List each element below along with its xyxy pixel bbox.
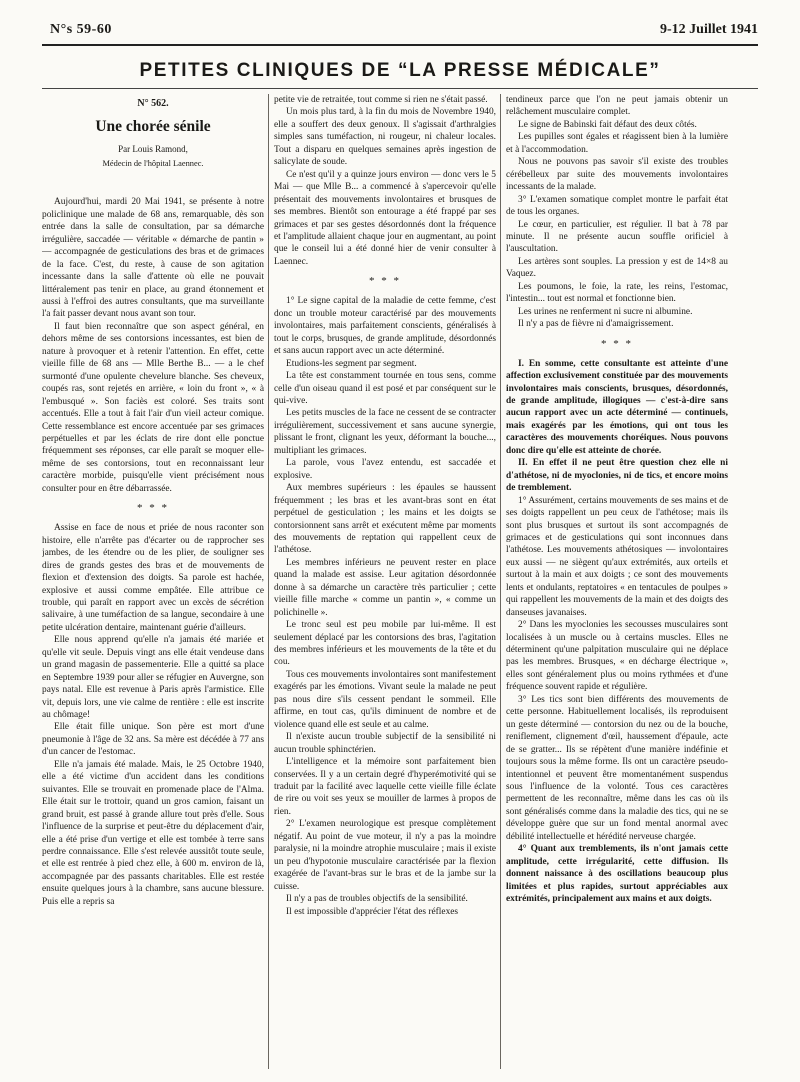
paragraph: Les urines ne renferment ni sucre ni albumine. bbox=[518, 306, 693, 317]
paragraph: Tous ces mouvements involontaires sont manifestement exagérés par les émotions. Vivant seule la malade ne peut pas nous dire s'ils cessent pendant le sommeil. Elle affirme, en tout cas, qu'ils diminuent de nombre et de violence quand elle est seule et au calme. bbox=[274, 669, 496, 730]
paragraph: Les petits muscles de la face ne cessent de se contracter irrégulièrement, successivement et sans aucune synergie, plissant le front, clignant les yeux, déformant la bouche..., multipliant les grimaces. bbox=[274, 408, 496, 456]
paragraph: Le signe de Babinski fait défaut des deux côtés. bbox=[518, 119, 697, 130]
article-title: Une chorée sénile bbox=[95, 118, 211, 136]
paragraph: Le tronc seul est peu mobile par lui-même. Il est seulement déplacé par les contorsions des bras, l'agitation des membres inférieurs et les mouvements de la tête et du cou. bbox=[274, 620, 496, 668]
text-column-3 bbox=[506, 94, 728, 1069]
issue-date: 9-12 Juillet 1941 bbox=[660, 22, 758, 37]
paragraph: Le cœur, en particulier, est régulier. Il bat à 78 par minute. Il ne présente aucun souffle orificiel à l'auscultation. bbox=[506, 219, 728, 255]
paragraph: La tête est constamment tournée en tous sens, comme celle d'un oiseau quand il est posé et par conséquent sur le qui-vive. bbox=[274, 371, 496, 406]
paragraph: Les poumons, le foie, la rate, les reins, l'estomac, l'intestin... tout est normal et fonctionne bien. bbox=[506, 281, 728, 305]
paragraph: La parole, vous l'avez entendu, est saccadée et explosive. bbox=[274, 458, 496, 481]
paragraph: Assise en face de nous et priée de nous raconter son histoire, elle n'arrête pas d'écarter ou de rapprocher ses jambes, de les étendre ou de les plier, de souligner ses dires de grands gestes des bras et de mouvements de flexion et d'extension des doigts. Sa parole est hachée, explosive et aussi comme empâtée. Elle attribue ce trouble, qui paraît en rapport avec un excès de sécrétion salivaire, à une tuméfaction de sa langue, secondaire à une petite ulcération dentaire, maintenant guérie d'ailleurs. bbox=[42, 523, 264, 633]
paragraph: Les membres inférieurs ne peuvent rester en place quand la malade est assise. Leur agitation désordonnée donne à sa démarche un caractère très particulier ; cette vieille fille marche « comme un pantin », « comme un polichinelle ». bbox=[274, 557, 496, 618]
paragraph: petite vie de retraitée, tout comme si rien ne s'était passé. bbox=[274, 95, 488, 105]
paragraph: Les pupilles sont égales et réagissent bien à la lumière et à l'accommodation. bbox=[506, 132, 728, 155]
section-separator: * * * bbox=[601, 337, 633, 350]
article-number: N° 562. bbox=[137, 98, 169, 109]
paragraph: Il n'y a pas de fièvre ni d'amaigrissement. bbox=[518, 319, 674, 330]
paragraph: 2° Dans les myoclonies les secousses musculaires sont localisées à un muscle ou à certains muscles. Elles ne déterminent qu'une palpitation musculaire qui ne déplace pas les membres. Brusques, « en décharge électrique », elles sont généralement plus ou moins rythmées et d'une fréquence souvent rapide et régulière. bbox=[506, 620, 728, 693]
page-header bbox=[42, 22, 758, 42]
text-column-1 bbox=[42, 94, 264, 1069]
paragraph: Elle nous apprend qu'elle n'a jamais été mariée et qu'elle vit seule. Depuis vingt ans elle était vendeuse dans un grand magasin de passementerie. Elle a quitté sa place en Septembre 1939 pour aller se réfugier en Auvergne, son pays natal. Elle est revenue à Paris après l'armistice. Elle vit, depuis lors, une vie calme de rentière : elle est inscrite au chômage! bbox=[42, 635, 264, 721]
paragraph: 3° Les tics sont bien différents des mouvements de cette personne. Habituellement localisés, ils reproduisent un geste déterminé — contorsion du nez ou de la bouche, reniflement, clignement d'œil, haussement d'épaule, acte de se gratter... Ils se répètent d'une manière indéfinie et toujours sous la même forme. Ils ont un caractère pseudo-intentionnel et peuvent être momentanément suspendus sous l'influence de la volonté. Tous ces caractères permettent de les reconnaître, même dans les cas où ils sont généralisés comme dans la maladie des tics, qui ne se développe guère que sur un fond mental anormal avec débilité intellectuelle et hérédité nerveuse chargée. bbox=[506, 694, 728, 842]
article-author: Par Louis Ramond, bbox=[118, 144, 188, 155]
paragraph: tendineux parce que l'on ne peut jamais obtenir un relâchement musculaire complet. bbox=[506, 95, 728, 118]
paragraph: Aux membres supérieurs : les épaules se haussent fréquemment ; les bras et les avant-bras sont en état perpétuel de gesticulation ; les mains et les doigts se contorsionnent sans arrêt et exécutent même par moments des mouvements de reptation qui rappellent ceux de l'athétose. bbox=[274, 483, 496, 556]
paragraph: 3° L'examen somatique complet montre le parfait état de tous les organes. bbox=[506, 194, 728, 218]
paragraph: 4° Quant aux tremblements, ils n'ont jamais cette amplitude, cette irrégularité, cette diffusion. Ils donnent naissance à des oscillations beaucoup plus limitées et plus rapides, surtout appréciables aux extrémités, principalement aux mains et aux doigts. bbox=[506, 844, 728, 905]
paragraph: Etudions-les segment par segment. bbox=[286, 358, 417, 369]
paragraph: Elle n'a jamais été malade. Mais, le 25 Octobre 1940, elle a été victime d'un accident dans les conditions suivantes. Elle se trouvait en promenade place de l'Alma. Elle était sur le trottoir, quand un gros camion, faisant un grand bruit, est passé à grande allure tout près d'elle. Sous l'influence de la surprise et peut-être du déplacement d'air, elle a été prise d'un vertige et elle est tombée à terre sans perdre connaissance. Elle s'est relevée aussitôt toute seule, et elle est rentrée à pied chez elle, à 600 m. environ de là, accompagnée par des passants charitables. Elle est restée ensuite quelques jours à la chambre, sans aucune blessure. Puis elle a repris sa bbox=[42, 759, 264, 907]
paragraph: Elle était fille unique. Son père est mort d'une pneumonie à l'âge de 32 ans. Sa mère est décédée à 77 ans d'un cancer de l'estomac. bbox=[42, 722, 264, 758]
column-divider bbox=[268, 94, 269, 1069]
issue-number: N°s 59-60 bbox=[50, 22, 112, 37]
section-separator: * * * bbox=[137, 502, 169, 515]
journal-title: PETITES CLINIQUES DE “LA PRESSE MÉDICALE” bbox=[139, 60, 661, 81]
paragraph: Il n'existe aucun trouble subjectif de la sensibilité ni aucun trouble sphinctérien. bbox=[274, 732, 496, 755]
paragraph: Un mois plus tard, à la fin du mois de Novembre 1940, elle a souffert des deux genoux. Il s'agissait d'arthralgies simples sans tuméfaction, ni rougeur, ni chaleur locales. Tout a disparu en quelques semaines après ingestion de salicylate de soude. bbox=[274, 107, 496, 168]
column-divider bbox=[500, 94, 501, 1069]
paragraph: I. En somme, cette consultante est atteinte d'une affection exclusivement constituée par des mouvements involontaires mais conscients, brusques, désordonnés, de grande amplitude, illogiques — c'est-à-dire sans aucun rapport avec un acte déterminé — continuels, mais exagérés par les émotions, qui ont tous les caractères des mouvements choréiques. Nous pouvons donc dire qu'elle est atteinte de chorée. bbox=[506, 358, 728, 456]
title-rule bbox=[42, 88, 758, 89]
paragraph: 1° Assurément, certains mouvements de ses mains et de ses doigts rappellent un peu ceux de l'athétose; mais ils sont plus brusques et surtout ils sont accompagnés de grimaces et de gesticulations qui sont inconnues dans l'athétose. Les mouvements athétosiques — involontaires eux aussi — ne siègent qu'aux extrémités, aux orteils et surtout à la main et aux doigts ; ce sont des mouvements lents et ondulants, reptatoires « en tentacules de poulpes » qui rappellent les mouvements de la main et des doigts des danseuses javanaises. bbox=[506, 495, 728, 618]
paragraph: 2° L'examen neurologique est presque complètement négatif. Au point de vue moteur, il n'y a pas la moindre paralysie, ni la moindre atrophie musculaire ; mais il existe un peu d'hypotonie musculaire caractérisée par la flexion exagérée de l'avant-bras sur le bras et de la jambe sur la cuisse. bbox=[274, 819, 496, 892]
paragraph: Il faut bien reconnaître que son aspect général, en dehors même de ses contorsions incessantes, est bien de nature à provoquer et à retenir l'attention. En effet, cette vieille fille de 68 ans — Mlle Berthe B... — a le chef surmonté d'une opulente chevelure blanche. Ses cheveux, coupés ras, sont rejetés en arrière, « loin du front », « à l'embusqué ». Son faciès est coloré. Ses traits sont accentués. Elle a tout à fait l'air d'un vieil acteur comique. Cette ressemblance est encore accentuée par ses grimaces perpétuelles et par les éclats de rire dont elle ponctue fréquemment ses réponses, car elle paraît se moquer elle-même de ses contorsions, tout en reconnaissant leur caractère morbide, puisqu'elle vient précisément nous consulter pour en être débarrassée. bbox=[42, 321, 264, 494]
author-affiliation: Médecin de l'hôpital Laennec. bbox=[102, 158, 204, 168]
paragraph: Il n'y a pas de troubles objectifs de la sensibilité. bbox=[286, 894, 468, 905]
paragraph: Les artères sont souples. La pression y est de 14×8 au Vaquez. bbox=[506, 256, 728, 280]
paragraph: 1° Le signe capital de la maladie de cette femme, c'est donc un trouble moteur caractérisé par des mouvements involontaires, mais parfaitement conscients, généralisés à tout le corps, brusques, de grande amplitude, désordonnés et sans aucun rapport avec un acte déterminé. bbox=[274, 296, 496, 357]
header-rule bbox=[42, 44, 758, 46]
paragraph: L'intelligence et la mémoire sont parfaitement bien conservées. Il y a un certain degré d'hyperémotivité qui se traduit par la facilité avec laquelle cette vieille fille éclate de rire ou voit ses yeux se mouiller de larmes à propos de rien. bbox=[274, 757, 496, 817]
paragraph: II. En effet il ne peut être question chez elle ni d'athétose, ni de myoclonies, ni de tics, et encore moins de tremblement. bbox=[506, 458, 728, 494]
text-column-2 bbox=[274, 94, 496, 1069]
paragraph: Nous ne pouvons pas savoir s'il existe des troubles cérébelleux par suite des mouvements involontaires incessants de la malade. bbox=[506, 157, 728, 193]
paragraph: Aujourd'hui, mardi 20 Mai 1941, se présente à notre policlinique une malade de 68 ans, remarquable, dès son entrée dans la salle de consultation, par sa démarche irrégulière, saccadée — véritable « démarche de pantin » — accompagnée de gesticulations des bras et de grimaces de la face. C'est, du reste, à cause de son agitation incessante dans la salle d'attente où elle ne pouvait littéralement pas tenir en place, au grand étonnement et aussi à l'effroi des autres consultants, que ma surveillante l'a fait passer devant nous avant son tour. bbox=[42, 197, 264, 320]
paragraph: Ce n'est qu'il y a quinze jours environ — donc vers le 5 Mai — que Mlle B... a commencé à s'apercevoir qu'elle présentait des mouvements involontaires et brusques de ses membres. Bientôt son entourage a été frappé par ses grimaces et par ses gestes désordonnés dont la fréquence et l'amplitude allaient chaque jour en augmentant, au point que le conseil lui a été donné hier de venir consulter à Laennec. bbox=[274, 169, 496, 267]
paragraph: Il est impossible d'apprécier l'état des réflexes bbox=[286, 906, 459, 917]
section-separator: * * * bbox=[369, 275, 401, 288]
